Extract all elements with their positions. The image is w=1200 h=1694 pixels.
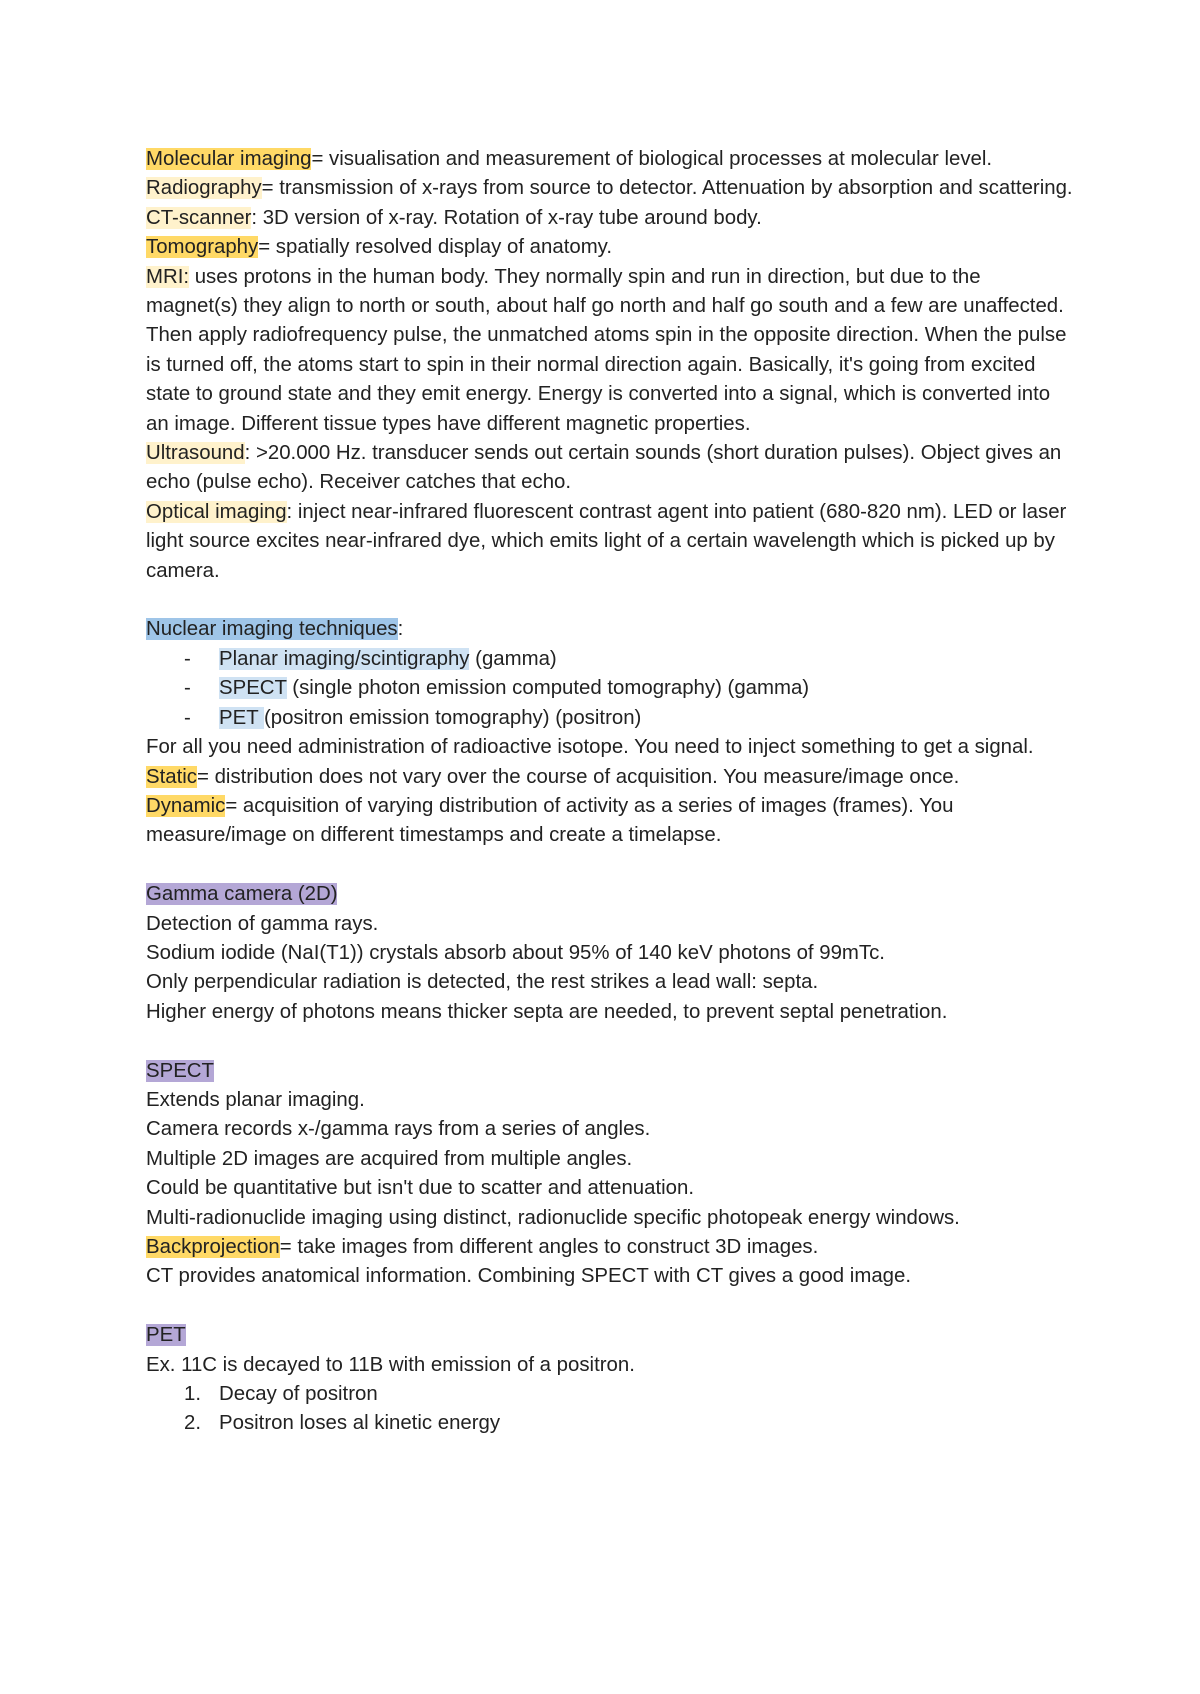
paragraph xyxy=(146,615,1076,644)
list-marker: 2. xyxy=(184,1412,202,1435)
highlighted-term: Tomography xyxy=(146,236,259,259)
blank-line xyxy=(146,1027,1076,1056)
text-run: : 3D version of x-ray. Rotation of x-ray tube around body. xyxy=(251,206,762,229)
text-run: Decay of positron xyxy=(219,1383,378,1405)
paragraph xyxy=(146,1145,1076,1174)
highlighted-term: Backprojection xyxy=(146,1235,280,1258)
paragraph xyxy=(146,1321,1076,1350)
highlighted-term: SPECT xyxy=(146,1059,214,1082)
text-run: Positron loses al kinetic energy xyxy=(219,1412,501,1435)
paragraph xyxy=(146,263,1076,439)
blank-line xyxy=(146,1292,1076,1321)
text-run: uses protons in the human body. They normally spin and run in direction, but due to the magnet(s) they align to north or south, about half go north and half go south and a few are unaffected. Then apply radiofrequency pulse, the unmatched atoms spin in the opposite direction. When the pulse is turned off, the atoms start to spin in their normal direction again. Basically, it's going from excited state to ground state and they emit energy. Energy is converted into a signal, which is converted into an image. Different tissue types have different magnetic properties. xyxy=(146,265,1067,435)
paragraph xyxy=(146,763,1076,792)
paragraph xyxy=(146,439,1076,498)
text-run: = spatially resolved display of anatomy. xyxy=(258,236,613,259)
highlighted-term: Gamma camera (2D) xyxy=(146,883,338,906)
paragraph xyxy=(146,880,1076,909)
paragraph xyxy=(146,1262,1076,1291)
paragraph xyxy=(146,939,1076,968)
paragraph xyxy=(146,174,1076,203)
list-item xyxy=(146,645,1076,674)
text-run: Ex. 11C is decayed to 11B with emission of a positron. xyxy=(146,1353,635,1376)
paragraph xyxy=(146,498,1076,586)
highlighted-term: Static xyxy=(146,765,197,788)
text-run: Higher energy of photons means thicker septa are needed, to prevent septal penetration. xyxy=(146,1000,948,1023)
highlighted-term: PET xyxy=(146,1324,186,1347)
text-run: Multi-radionuclide imaging using distinct, radionuclide specific photopeak energy windows. xyxy=(146,1206,960,1229)
paragraph xyxy=(146,910,1076,939)
paragraph xyxy=(146,1204,1076,1233)
blank-line xyxy=(146,851,1076,880)
highlighted-term: Molecular imaging xyxy=(146,148,312,170)
list-item xyxy=(146,704,1076,733)
paragraph xyxy=(146,233,1076,262)
text-run: (single photon emission computed tomography) (gamma) xyxy=(286,677,810,700)
highlighted-term: Planar imaging/scintigraphy xyxy=(219,647,470,670)
text-run: Camera records x-/gamma rays from a series of angles. xyxy=(146,1118,651,1141)
text-run: Sodium iodide (NaI(T1)) crystals absorb about 95% of 140 keV photons of 99mTc. xyxy=(146,941,885,964)
text-run: = visualisation and measurement of biological processes at molecular level. xyxy=(311,148,993,170)
highlighted-term: Radiography xyxy=(146,177,262,200)
document-body xyxy=(146,145,1076,1439)
paragraph xyxy=(146,1086,1076,1115)
text-run: Only perpendicular radiation is detected, the rest strikes a lead wall: septa. xyxy=(146,971,819,994)
list-marker: 1. xyxy=(184,1383,202,1405)
text-run: Extends planar imaging. xyxy=(146,1088,365,1111)
highlighted-term: SPECT xyxy=(219,677,287,700)
blank-line xyxy=(146,586,1076,615)
text-run: Could be quantitative but isn't due to scatter and attenuation. xyxy=(146,1177,695,1200)
text-run: : xyxy=(397,618,404,641)
highlighted-term: Nuclear imaging techniques xyxy=(146,618,398,641)
highlighted-term: MRI: xyxy=(146,265,190,288)
paragraph xyxy=(146,1115,1076,1144)
paragraph xyxy=(146,1174,1076,1203)
paragraph xyxy=(146,998,1076,1027)
paragraph xyxy=(146,792,1076,851)
highlighted-term: PET xyxy=(219,706,264,729)
list-marker: - xyxy=(184,706,191,729)
list-marker: - xyxy=(184,647,191,670)
list-item xyxy=(146,674,1076,703)
paragraph xyxy=(146,145,1076,174)
text-run: : inject near-infrared fluorescent contrast agent into patient (680-820 nm). LED or laser light source excites near-infrared dye, which emits light of a certain wavelength which is picked up by camera. xyxy=(146,500,1067,582)
text-run: CT provides anatomical information. Combining SPECT with CT gives a good image. xyxy=(146,1265,912,1288)
paragraph xyxy=(146,204,1076,233)
highlighted-term: Optical imaging xyxy=(146,500,287,523)
list-marker: - xyxy=(184,677,191,700)
text-run: (positron emission tomography) (positron) xyxy=(263,706,642,729)
highlighted-term: Ultrasound xyxy=(146,442,245,465)
text-run: (gamma) xyxy=(469,647,557,670)
list-item xyxy=(146,1409,1076,1438)
text-run: For all you need administration of radioactive isotope. You need to inject something to get a signal. xyxy=(146,736,1034,759)
paragraph xyxy=(146,733,1076,762)
paragraph xyxy=(146,1057,1076,1086)
highlighted-term: Dynamic xyxy=(146,794,226,817)
text-run: : >20.000 Hz. transducer sends out certain sounds (short duration pulses). Object gives an echo (pulse echo). Receiver catches that echo. xyxy=(146,442,1062,494)
text-run: Multiple 2D images are acquired from multiple angles. xyxy=(146,1147,633,1170)
paragraph xyxy=(146,1233,1076,1262)
paragraph xyxy=(146,1351,1076,1380)
text-run: = transmission of x-rays from source to detector. Attenuation by absorption and scattering. xyxy=(261,177,1073,200)
text-run: = distribution does not vary over the course of acquisition. You measure/image once. xyxy=(197,765,960,788)
text-run: Detection of gamma rays. xyxy=(146,912,379,935)
highlighted-term: CT-scanner xyxy=(146,206,252,229)
paragraph xyxy=(146,968,1076,997)
list-item xyxy=(146,1380,1076,1409)
text-run: = acquisition of varying distribution of activity as a series of images (frames). You measure/image on different timestamps and create a timelapse. xyxy=(146,794,954,847)
text-run: = take images from different angles to construct 3D images. xyxy=(279,1235,819,1258)
